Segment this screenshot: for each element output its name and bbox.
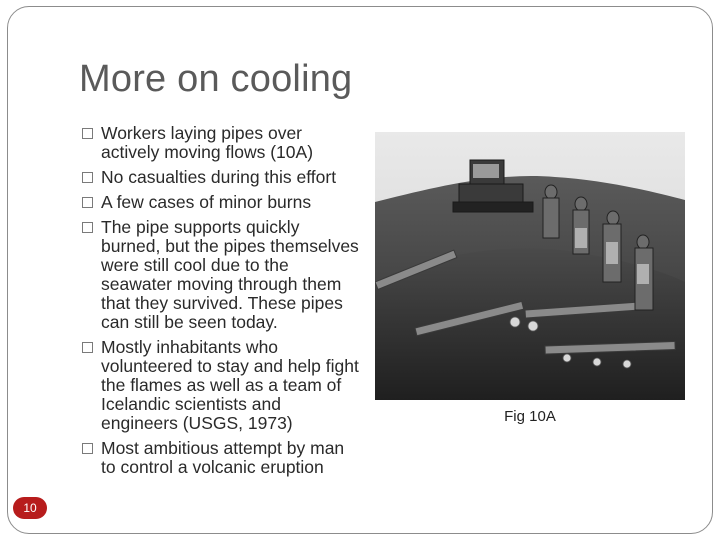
bullet-text: A few cases of minor burns xyxy=(101,192,312,212)
slide-number-badge: 10 xyxy=(13,497,47,519)
workers-laying-pipes-photo xyxy=(375,132,685,400)
figure-caption: Fig 10A xyxy=(504,408,556,425)
bullet-item xyxy=(80,168,360,187)
bullet-item xyxy=(80,439,360,477)
bullet-text: Workers laying pipes over actively moving flows (10A) xyxy=(101,124,314,162)
slide-title: More on cooling xyxy=(79,58,353,100)
bullet-list xyxy=(80,124,360,540)
checkbox-square-icon xyxy=(82,222,93,233)
bullet-text: Most ambitious attempt by man to control a volcanic eruption xyxy=(101,438,345,477)
checkbox-square-icon xyxy=(82,128,93,139)
checkbox-square-icon xyxy=(82,197,93,208)
bullet-text: Mostly inhabitants who volunteered to stay and help fight the flames as well as a team of Icelandic scientists and engineers (USGS, 1973) xyxy=(101,337,359,433)
bullet-item xyxy=(80,218,360,332)
bullet-item xyxy=(80,338,360,433)
bullet-item xyxy=(80,193,360,212)
checkbox-square-icon xyxy=(82,172,93,183)
bullet-text: No casualties during this effort xyxy=(101,167,337,187)
bullet-item xyxy=(80,124,360,162)
bullet-text: The pipe supports quickly burned, but the pipes themselves were still cool due to the seawater moving through them that they survived. These pipes can still be seen today. xyxy=(101,217,359,332)
checkbox-square-icon xyxy=(82,443,93,454)
checkbox-square-icon xyxy=(82,342,93,353)
